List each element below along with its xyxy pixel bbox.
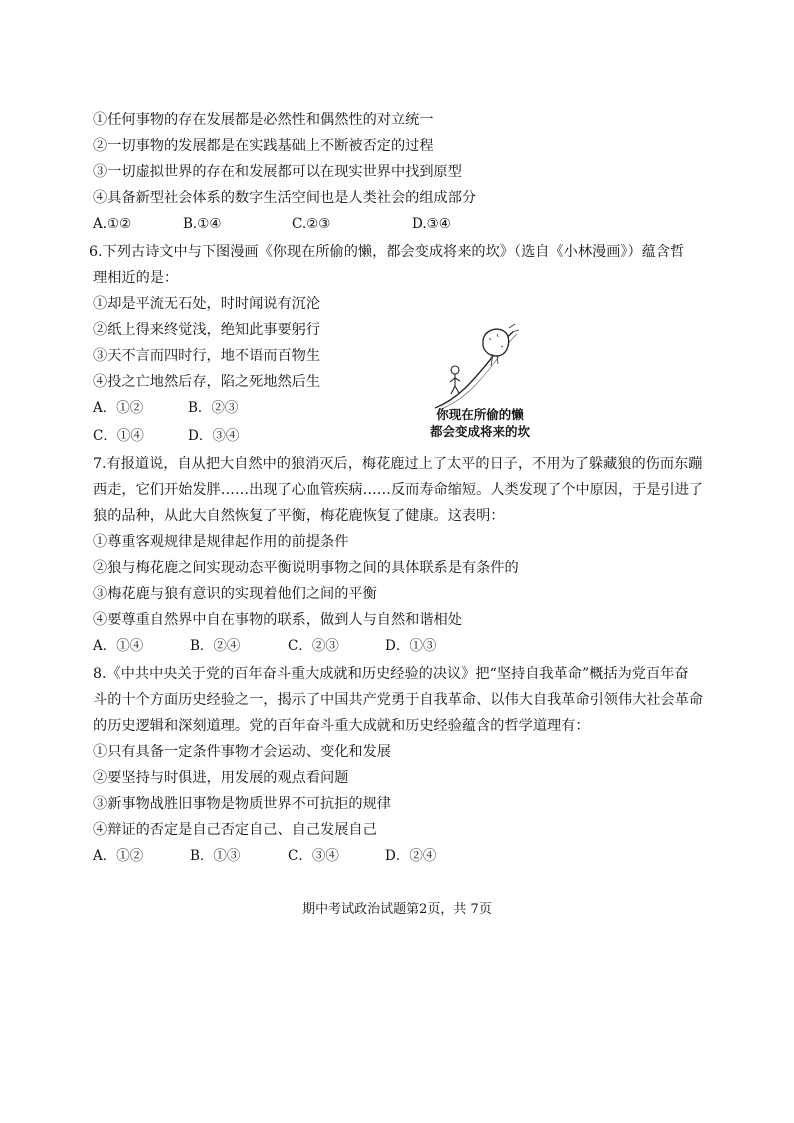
q5-item-3: ③一切虚拟世界的存在和发展都可以在现实世界中找到原型: [93, 164, 462, 180]
q6-option-c: C．①④: [93, 428, 144, 444]
q8-stem-line-1: 8.《中共中央关于党的百年奋斗重大成就和历史经验的决议》把“坚持自我革命”概括为党百年奋: [93, 666, 689, 682]
q7-item-2: ②狼与梅花鹿之间实现动态平衡说明事物之间的具体联系是有条件的: [93, 560, 519, 576]
q7-option-b: B．②④: [190, 638, 241, 654]
q5-option-a: A.①②: [93, 216, 132, 232]
q7-option-d: D．①③: [385, 638, 437, 654]
q6-option-b: B．②③: [188, 400, 239, 416]
q5-option-c: C.②③: [292, 216, 331, 232]
comic-caption-line-2: 都会变成将来的坎: [429, 424, 530, 439]
q8-stem-line-2: 斗的十个方面历史经验之一，揭示了中国共产党勇于自我革命、以伟大自我革命引领伟大社会革命: [93, 692, 704, 708]
q6-stem-line-2: 理相近的是：: [93, 270, 179, 286]
q5-item-1: ①任何事物的存在发展都是必然性和偶然性的对立统一: [93, 112, 434, 128]
q5-item-4: ④具备新型社会体系的数字生活空间也是人类社会的组成部分: [93, 190, 477, 206]
q6-item-2: ②纸上得来终觉浅，绝知此事要躬行: [93, 322, 321, 338]
page-footer: 期中考试政治试题第2页，共 7页: [302, 902, 492, 917]
q6-item-3: ③天不言而四时行，地不语而百物生: [93, 348, 321, 364]
q6-item-1: ①却是平流无石处，时时闻说有沉沦: [93, 296, 321, 312]
q7-item-1: ①尊重客观规律是规律起作用的前提条件: [93, 534, 349, 550]
q8-item-2: ②要坚持与时俱进，用发展的观点看问题: [93, 770, 349, 786]
q8-option-d: D．②④: [385, 848, 437, 864]
q5-option-d: D.③④: [412, 216, 451, 232]
q5-item-2: ②一切事物的发展都是在实践基础上不断被否定的过程: [93, 138, 434, 154]
q5-option-b: B.①④: [183, 216, 222, 232]
q7-item-3: ③梅花鹿与狼有意识的实现着他们之间的平衡: [93, 586, 377, 602]
q7-stem-line-3: 狼的品种，从此大自然恢复了平衡，梅花鹿恢复了健康。这表明：: [93, 508, 505, 524]
q7-option-c: C．②③: [288, 638, 339, 654]
q6-option-d: D．③④: [188, 428, 240, 444]
q7-stem-line-2: 西走，它们开始发胖……出现了心血管疾病……反而寿命缩短。人类发现了个中原因，于是引进了: [93, 482, 704, 498]
q6-option-a: A．①②: [93, 400, 144, 416]
q8-stem-line-3: 的历史逻辑和深刻道理。党的百年奋斗重大成就和历史经验蕴含的哲学道理有：: [93, 718, 590, 734]
q8-option-c: C．③④: [288, 848, 339, 864]
q8-item-1: ①只有具备一定条件事物才会运动、变化和发展: [93, 744, 391, 760]
q8-item-3: ③新事物战胜旧事物是物质世界不可抗拒的规律: [93, 796, 391, 812]
q6-item-4: ④投之亡地然后存，陷之死地然后生: [93, 374, 321, 390]
q6-stem-line-1: 6.下列古诗文中与下图漫画《你现在所偷的懒，都会变成将来的坎》（选自《小林漫画》）蕴含哲: [89, 244, 685, 260]
q8-item-4: ④辩证的否定是自己否定自己、自己发展自己: [93, 822, 377, 838]
q7-item-4: ④要尊重自然界中自在事物的联系，做到人与自然和谐相处: [93, 612, 462, 628]
q8-option-a: A．①②: [93, 848, 144, 864]
q7-stem-line-1: 7.有报道说，自从把大自然中的狼消灭后，梅花鹿过上了太平的日子，不用为了躲藏狼的伤而东蹦: [93, 456, 703, 472]
q7-option-a: A．①④: [93, 638, 144, 654]
q8-option-b: B．①③: [190, 848, 241, 864]
comic-caption-line-1: 你现在所偷的懒: [436, 407, 524, 422]
